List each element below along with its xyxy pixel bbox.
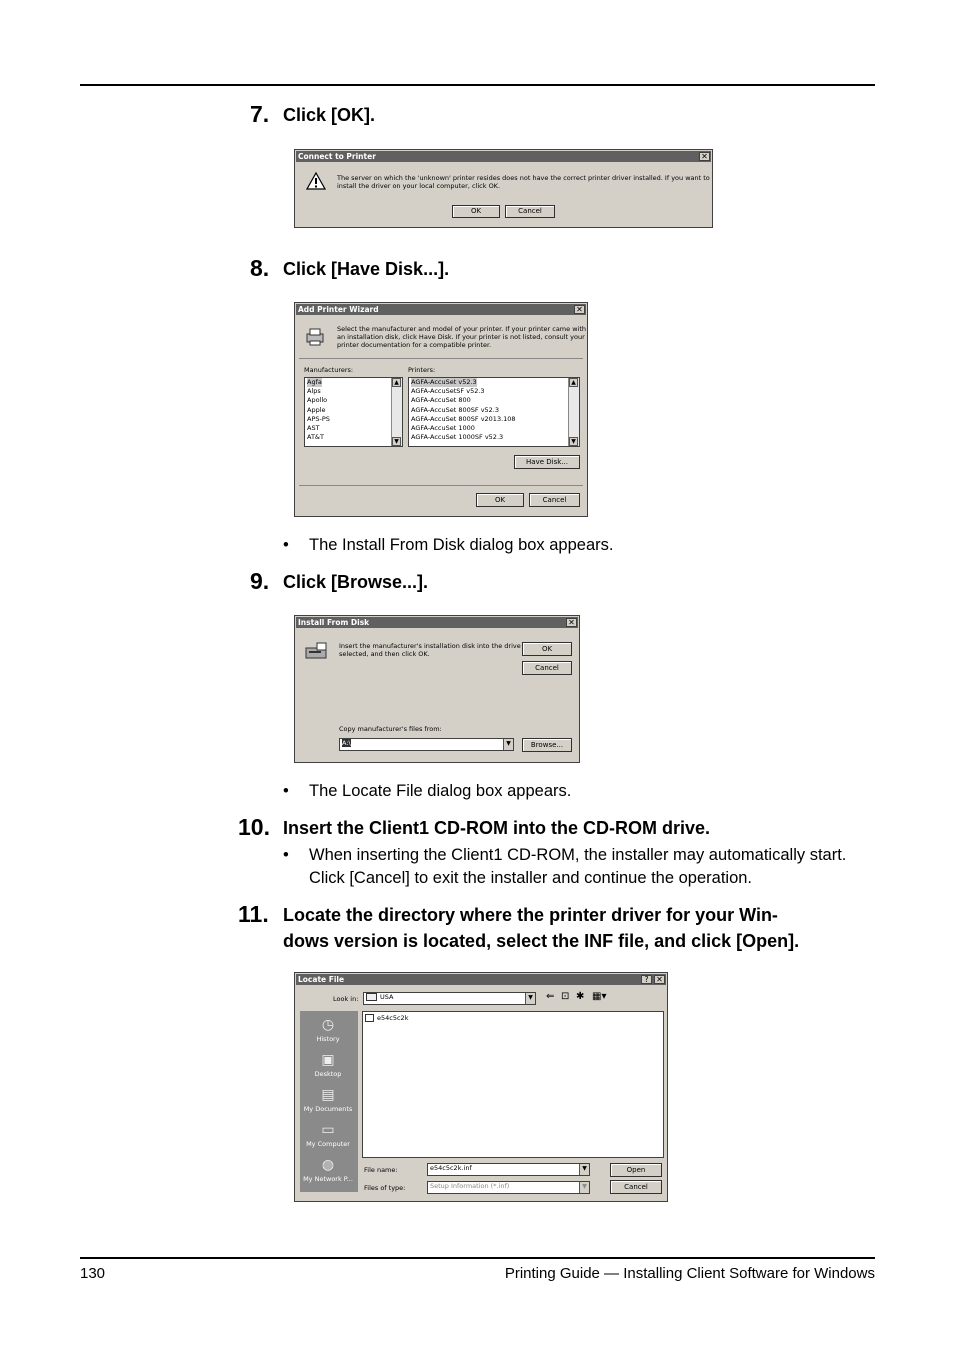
cancel-button[interactable]: Cancel [529,493,580,507]
list-item[interactable]: AST [307,424,320,433]
scroll-down-icon[interactable]: ▼ [392,437,401,446]
step-10-text: Insert the Client1 CD-ROM into the CD-ROM drive. [283,818,711,838]
dialog-message-line2: install the driver on your local computer, click OK. [337,182,501,190]
wizard-desc-line3: printer documentation for a compatible printer. [337,341,492,349]
close-icon[interactable]: ✕ [699,152,710,161]
printers-label: Printers: [408,366,436,374]
install-message-line2: selected, and then click OK. [339,650,430,658]
dialog-message-line1: The server on which the 'unknown' printer resides does not have the correct printer driver installed. If you want to [337,174,710,182]
look-in-value: USA [380,993,394,1001]
up-folder-icon[interactable]: ⊡ [561,991,570,1002]
list-item[interactable]: Apollo [307,396,328,405]
desktop-icon: ▣ [321,1052,335,1068]
files-of-type-combo[interactable] [427,1181,590,1194]
browse-button[interactable]: Browse... [522,738,572,752]
page-number: 130 [80,1265,106,1282]
back-icon[interactable]: ⇐ [546,991,555,1002]
add-printer-wizard-dialog [294,302,588,517]
dialog-titlebar [296,151,711,162]
list-item[interactable]: AGFA-AccuSet 800SF v2013.108 [411,414,516,423]
files-of-type-value: Setup Information (*.inf) [430,1182,510,1190]
list-item[interactable]: AT&T [307,433,324,442]
places-desktop[interactable]: ▣ Desktop [314,1052,342,1078]
folder-icon [366,993,377,1001]
look-in-combo[interactable] [363,992,536,1005]
view-menu-icon[interactable]: ▦▾ [592,991,607,1002]
bullet-glyph: • [283,536,289,554]
divider [299,358,583,359]
places-my-documents[interactable]: ▤ My Documents [303,1087,353,1113]
cancel-button[interactable]: Cancel [610,1180,662,1194]
list-item[interactable]: Alps [307,387,321,396]
manufacturers-list[interactable] [304,377,403,447]
close-icon[interactable]: ✕ [574,305,585,314]
step-11-number: 11. [238,901,269,927]
list-item[interactable]: AGFA-AccuSet 1000SF v52.3 [411,433,504,442]
header-rule [80,84,875,86]
file-name-label: File name: [364,1166,398,1174]
close-icon[interactable]: ✕ [566,618,577,627]
dialog-title: Locate File [298,975,345,984]
dialog-titlebar [296,304,586,315]
list-item[interactable]: e54c5c2k [363,1012,663,1023]
dialog-title: Install From Disk [298,618,370,627]
have-disk-button[interactable]: Have Disk... [514,455,580,469]
dialog-title: Connect to Printer [298,152,376,161]
history-icon: ◷ [321,1017,335,1033]
files-of-type-label: Files of type: [364,1184,406,1192]
list-item[interactable]: AGFA-AccuSet 800 [411,396,471,405]
step-7-text: Click [OK]. [283,105,376,125]
close-icon[interactable]: ✕ [654,975,665,984]
places-my-network[interactable]: ◍ My Network P... [303,1157,353,1183]
ok-button[interactable]: OK [452,205,500,218]
file-name-value: e54c5c2k.inf [430,1164,472,1172]
my-documents-icon: ▤ [321,1087,335,1103]
list-item[interactable]: Agfa [307,378,322,386]
file-list[interactable] [362,1011,664,1158]
list-item[interactable]: AGFA-AccuSet 1000 [411,424,475,433]
divider [299,485,583,486]
disk-drive-icon [305,642,329,664]
cancel-button[interactable]: Cancel [522,661,572,675]
step-7-number: 7. [250,101,270,127]
dialog-title: Add Printer Wizard [298,305,379,314]
wizard-desc-line2: an installation disk, click Have Disk. If your printer is not listed, consult your [337,333,585,341]
scroll-down-icon[interactable]: ▼ [569,437,578,446]
scrollbar[interactable] [568,378,579,446]
list-item[interactable]: AGFA-AccuSetSF v52.3 [411,387,485,396]
places-bar [300,1011,358,1192]
printers-list[interactable] [408,377,580,447]
scroll-up-icon[interactable]: ▲ [392,378,401,387]
step-11-text-line1: Locate the directory where the printer driver for your Win- [283,905,778,925]
bullet-glyph: • [283,846,289,864]
step-8-text: Click [Have Disk...]. [283,259,450,279]
bullet-text: When inserting the Client1 CD-ROM, the installer may automatically start. Click [Cancel] to exit the installer and continue the operation. [309,846,847,887]
new-folder-icon[interactable]: ✱ [576,991,585,1002]
chevron-down-icon[interactable]: ▼ [579,1182,589,1193]
step-9-text: Click [Browse...]. [283,572,429,592]
chevron-down-icon[interactable]: ▼ [503,739,513,750]
bullet-text: The Locate File dialog box appears. [309,782,572,800]
list-item[interactable]: AGFA-AccuSet v52.3 [411,378,477,386]
copy-from-label: Copy manufacturer's files from: [339,725,442,733]
footer-title: Printing Guide — Installing Client Software for Windows [504,1265,875,1282]
bullet-text: The Install From Disk dialog box appears. [309,536,614,554]
install-from-disk-dialog [294,615,580,763]
open-button[interactable]: Open [610,1163,662,1177]
chevron-down-icon[interactable]: ▼ [579,1164,589,1175]
help-icon[interactable]: ? [641,975,652,984]
chevron-down-icon[interactable]: ▼ [525,993,535,1004]
footer-rule [80,1257,875,1259]
manufacturers-label: Manufacturers: [304,366,354,374]
ok-button[interactable]: OK [522,642,572,656]
bullet-glyph: • [283,782,289,800]
dialog-titlebar [296,974,666,985]
printer-icon [304,327,326,349]
list-item[interactable]: Apple [307,405,326,414]
scrollbar[interactable] [391,378,402,446]
list-item[interactable]: AGFA-AccuSet 800SF v52.3 [411,405,500,414]
install-message-line1: Insert the manufacturer's installation disk into the drive [339,642,521,650]
wizard-desc-line1: Select the manufacturer and model of your printer. If your printer came with [337,325,586,333]
dialog-titlebar [296,617,578,628]
my-computer-icon: ▭ [321,1122,335,1138]
connect-to-printer-dialog [294,149,713,228]
locate-file-dialog [294,972,668,1202]
step-8-number: 8. [250,255,270,281]
places-my-computer[interactable]: ▭ My Computer [306,1122,350,1148]
ok-button[interactable]: OK [476,493,524,507]
warning-icon [306,172,326,192]
step-9-number: 9. [250,568,270,594]
network-icon: ◍ [321,1157,335,1173]
step-11-text-line2: dows version is located, select the INF file, and click [Open]. [283,931,800,951]
list-item[interactable]: APS-PS [307,414,330,423]
file-name-field[interactable] [427,1163,590,1176]
folder-icon [365,1014,374,1022]
copy-from-combo[interactable] [339,738,514,751]
step-10-number: 10. [238,814,270,840]
cancel-button[interactable]: Cancel [505,205,555,218]
places-history[interactable]: ◷ History [316,1017,340,1043]
copy-from-value: A:\ [342,739,351,747]
scroll-up-icon[interactable]: ▲ [569,378,578,387]
look-in-label: Look in: [333,995,359,1003]
